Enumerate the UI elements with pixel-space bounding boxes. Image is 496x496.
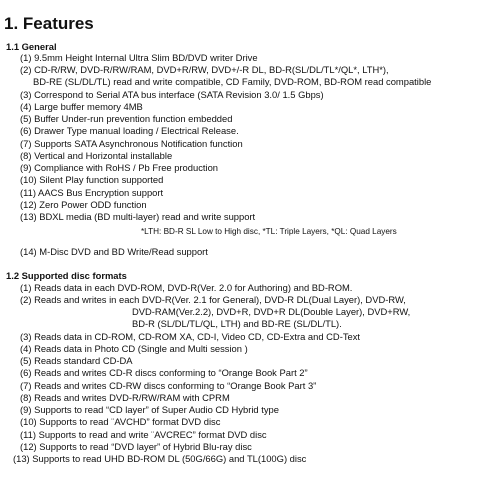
list-item: (14) M-Disc DVD and BD Write/Read support [20, 246, 208, 257]
list-item: (7) Reads and writes CD-RW discs conforming to “Orange Book Part 3” [20, 380, 317, 391]
list-item: (9) Compliance with RoHS / Pb Free production [20, 162, 219, 173]
list-item: (8) Reads and writes DVD-R/RW/RAM with CPRM [20, 392, 230, 403]
list-item: (2) Reads and writes in each DVD-R(Ver. 2.1 for General), DVD-R DL(Dual Layer), DVD-RW, [20, 294, 406, 305]
list-item: (12) Zero Power ODD function [20, 199, 147, 210]
list-item: (2) CD-R/RW, DVD-R/RW/RAM, DVD+R/RW, DVD+/-R DL, BD-R(SL/DL/TL*/QL*, LTH*), [20, 64, 389, 75]
list-item: (13) BDXL media (BD multi-layer) read and write support [20, 211, 256, 222]
list-item: (10) Supports to read ¨AVCHD” format DVD disc [20, 416, 221, 427]
list-item: (11) Supports to read and write ¨AVCREC” format DVD disc [20, 429, 267, 440]
list-item: (5) Buffer Under-run prevention function embedded [20, 113, 233, 124]
page-title: 1. Features [4, 14, 94, 33]
list-item: (3) Correspond to Serial ATA bus interface (SATA Revision 3.0/ 1.5 Gbps) [20, 89, 324, 100]
list-item: (1) Reads data in each DVD-ROM, DVD-R(Ver. 2.0 for Authoring) and BD-ROM. [20, 282, 353, 293]
list-item: (3) Reads data in CD-ROM, CD-ROM XA, CD-I, Video CD, CD-Extra and CD-Text [20, 331, 361, 342]
list-item: (5) Reads standard CD-DA [20, 355, 133, 366]
list-item: DVD-RAM(Ver.2.2), DVD+R, DVD+R DL(Double Layer), DVD+RW, [132, 306, 411, 317]
list-item: (11) AACS Bus Encryption support [20, 187, 164, 198]
list-item: (4) Reads data in Photo CD (Single and Multi session ) [20, 343, 248, 354]
list-item: BD-RE (SL/DL/TL) read and write compatible, CD Family, DVD-ROM, BD-ROM read compatible [33, 76, 432, 87]
list-item: (1) 9.5mm Height Internal Ultra Slim BD/DVD writer Drive [20, 52, 258, 63]
section-heading-supported: 1.2 Supported disc formats [6, 270, 127, 281]
list-item: (13) Supports to read UHD BD-ROM DL (50G/66G) and TL(100G) disc [13, 453, 307, 464]
list-item: BD-R (SL/DL/TL/QL, LTH) and BD-RE (SL/DL/TL). [132, 318, 342, 329]
footnote-layers: *LTH: BD-R SL Low to High disc, *TL: Triple Layers, *QL: Quad Layers [141, 227, 397, 236]
list-item: (8) Vertical and Horizontal installable [20, 150, 173, 161]
section-heading-general: 1.1 General [6, 41, 57, 52]
list-item: (7) Supports SATA Asynchronous Notification function [20, 138, 243, 149]
list-item: (10) Silent Play function supported [20, 174, 164, 185]
list-item: (9) Supports to read “CD layer” of Super Audio CD Hybrid type [20, 404, 279, 415]
list-item: (4) Large buffer memory 4MB [20, 101, 143, 112]
list-item: (6) Drawer Type manual loading / Electrical Release. [20, 125, 239, 136]
list-item: (6) Reads and writes CD-R discs conforming to “Orange Book Part 2” [20, 367, 308, 378]
list-item: (12) Supports to read “DVD layer” of Hybrid Blu-ray disc [20, 441, 252, 452]
